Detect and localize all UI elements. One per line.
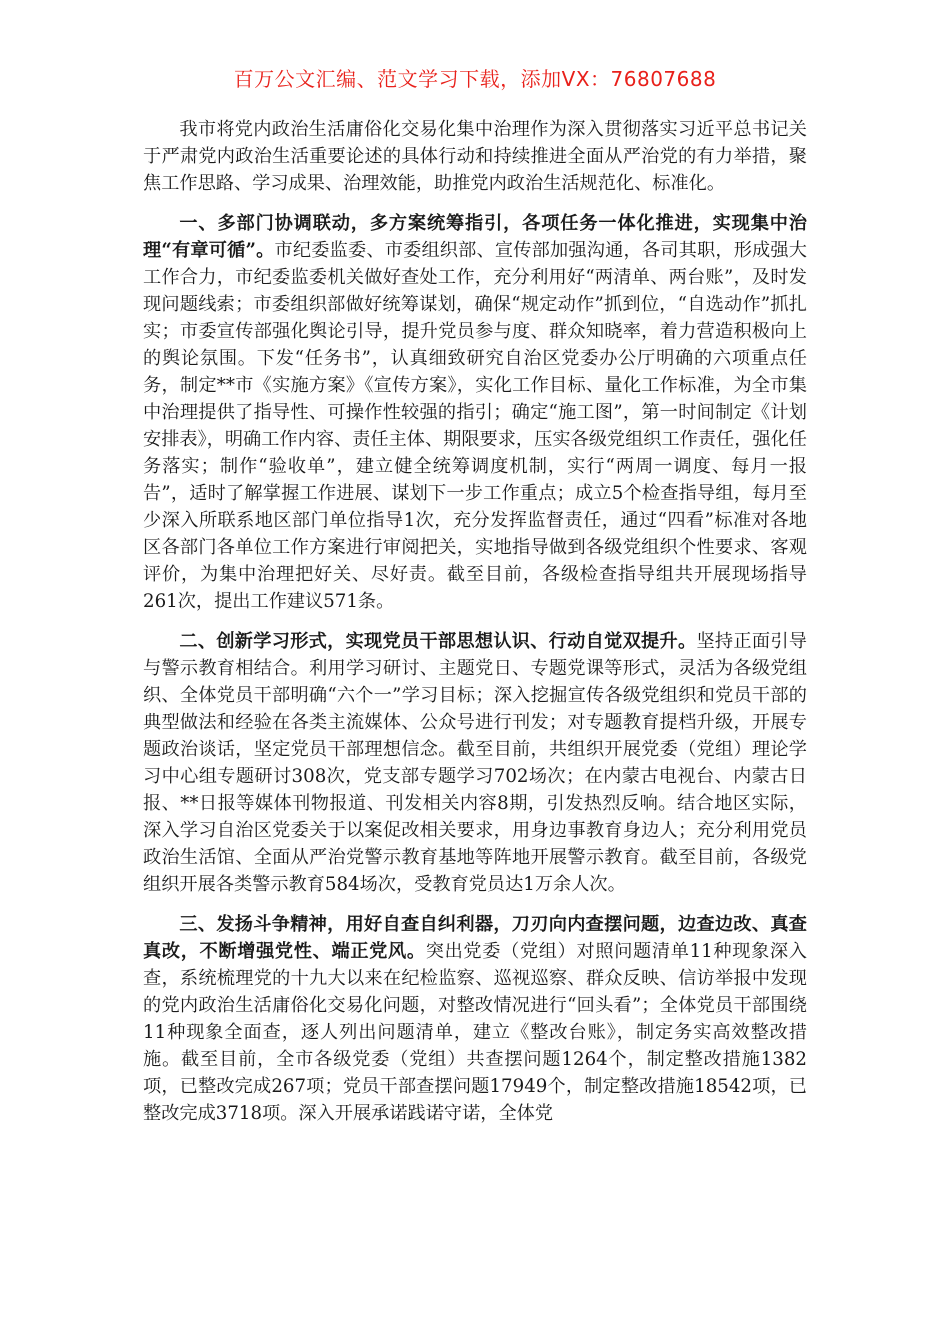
- paragraph-text: 我市将党内政治生活庸俗化交易化集中治理作为深入贯彻落实习近平总书记关于严肃党内政治生活重要论述的具体行动和持续推进全面从严治党的有力举措，聚焦工作思路、学习成果、治理效能，助推党内政治生活规范化、标准化。: [143, 119, 807, 194]
- document-body: [143, 116, 807, 1140]
- section-2-text: 坚持正面引导与警示教育相结合。利用学习研讨、主题党日、专题党课等形式，灵活为各级党组织、全体党员干部明确“六个一”学习目标；深入挖掘宣传各级党组织和党员干部的典型做法和经验在各类主流媒体、公众号进行刊发；对专题教育提档升级，开展专题政治谈话，坚定党员干部理想信念。截至目前，共组织开展党委（党组）理论学习中心组专题研讨308次，党支部专题学习702场次；在内蒙古电视台、内蒙古日报、**日报等媒体刊物报道、刊发相关内容8期，引发热烈反响。结合地区实际，深入学习自治区党委关于以案促改相关要求，用身边事教育身边人；充分利用党员政治生活馆、全面从严治党警示教育基地等阵地开展警示教育。截至目前，各级党组织开展各类警示教育584场次，受教育党员达1万余人次。: [143, 631, 807, 895]
- section-3-heading: 三、发扬斗争精神，用好自查自纠利器，刀刃向内查摆问题，边查边改、真查真改，不断增强党性、端正党风。: [143, 914, 807, 962]
- section-3-paragraph: [143, 911, 807, 1127]
- section-1-paragraph: [143, 210, 807, 615]
- section-2-heading: 二、创新学习形式，实现党员干部思想认识、行动自觉双提升。: [179, 631, 697, 652]
- section-2-paragraph: [143, 628, 807, 898]
- section-3-text: 突出党委（党组）对照问题清单11种现象深入查，系统梳理党的十九大以来在纪检监察、巡视巡察、群众反映、信访举报中发现的党内政治生活庸俗化交易化问题，对整改情况进行“回头看”；全体党员干部围绕11种现象全面查，逐人列出问题清单，建立《整改台账》，制定务实高效整改措施。截至目前，全市各级党委（党组）共查摆问题1264个，制定整改措施1382项，已整改完成267项；党员干部查摆问题17949个，制定整改措施18542项，已整改完成3718项。深入开展承诺践诺守诺，全体党: [143, 941, 807, 1124]
- intro-paragraph: [143, 116, 807, 197]
- section-1-heading: 一、多部门协调联动，多方案统筹指引，各项任务一体化推进，实现集中治理“有章可循”。: [143, 213, 807, 261]
- section-1-text: 市纪委监委、市委组织部、宣传部加强沟通，各司其职，形成强大工作合力，市纪委监委机关做好查处工作，充分利用好“两清单、两台账”，及时发现问题线索；市委组织部做好统筹谋划，确保“规定动作”抓到位，“自选动作”抓扎实；市委宣传部强化舆论引导，提升党员参与度、群众知晓率，着力营造积极向上的舆论氛围。下发“任务书”，认真细致研究自治区党委办公厅明确的六项重点任务，制定**市《实施方案》《宣传方案》，实化工作目标、量化工作标准，为全市集中治理提供了指导性、可操作性较强的指引；确定“施工图”，第一时间制定《计划安排表》，明确工作内容、责任主体、期限要求，压实各级党组织工作责任，强化任务落实；制作“验收单”，建立健全统筹调度机制，实行“两周一调度、每月一报告”，适时了解掌握工作进展、谋划下一步工作重点；成立5个检查指导组，每月至少深入所联系地区部门单位指导1次，充分发挥监督责任，通过“四看”标准对各地区各部门各单位工作方案进行审阅把关，实地指导做到各级党组织个性要求、客观评价，为集中治理把好关、尽好责。截至目前，各级检查指导组共开展现场指导261次，提出工作建议571条。: [143, 240, 807, 612]
- page-header-watermark: 百万公文汇编、范文学习下载，添加VX：76807688: [233, 67, 717, 91]
